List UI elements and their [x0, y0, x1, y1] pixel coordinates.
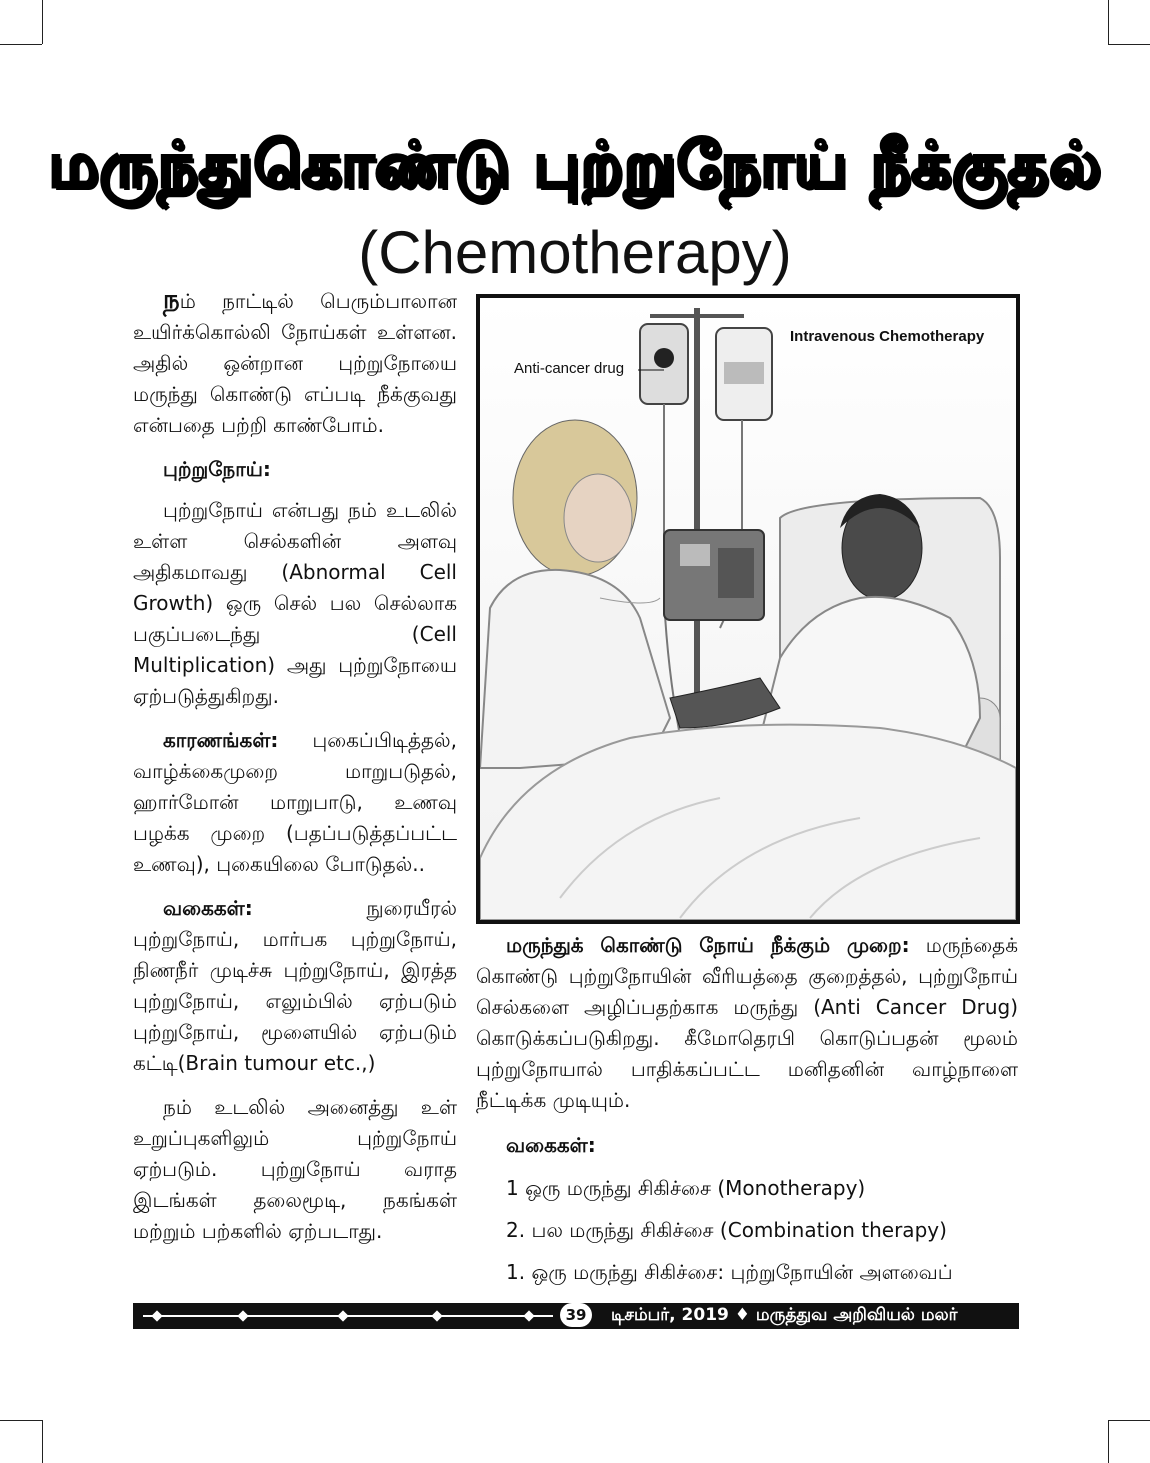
drug-label: Anti-cancer drug [514, 360, 625, 377]
crop-mark [1108, 44, 1150, 45]
body-paragraph: நம் உடலில் அனைத்து உள் உறுப்புகளிலும் புற்றுநோய் ஏற்படும். புற்றுநோய் வராத இடங்கள் தலைமூடி, நகங்கள் மற்றும் பற்களில் ஏற்படாது. [133, 1095, 457, 1243]
page-title-tamil: மருந்துகொண்டு புற்றுநோய் நீக்குதல் [48, 128, 1102, 201]
crop-mark [1108, 0, 1109, 44]
method-paragraph: மருந்துக் கொண்டு நோய் நீக்கும் முறை: மருந்தைக் கொண்டு புற்றுநோயின் வீரியத்தை குறைத்தல், புற்றுநோய் செல்களை அழிப்பதற்காக மருந்து (Anti Cancer Drug) கொடுக்கப்படுகிறது. கீமோதெரபி கொடுப்பதன் மூலம் புற்றுநோயால் பாதிக்கப்பட்ட மனிதனின் வாழ்நாளை நீட்டிக்க முடியும். [476, 933, 1018, 1112]
page-footer [133, 1303, 1019, 1329]
page-title-english: (Chemotherapy) [358, 219, 792, 286]
crop-mark [1108, 1420, 1150, 1421]
crop-mark [0, 1420, 42, 1421]
footer-diamond [337, 1310, 348, 1321]
crop-mark [1108, 1420, 1109, 1463]
list-item: 2. பல மருந்து சிகிச்சை (Combination therapy) [506, 1218, 947, 1242]
footer-diamond [523, 1310, 534, 1321]
footer-meta: டிசம்பர், 2019 ♦ மருத்துவ அறிவியல் மலர் [611, 1305, 958, 1325]
intro-paragraph: நம் நாட்டில் பெரும்பாலான உயிர்க்கொல்லி நோய்கள் உள்ளன. அதில் ஒன்றான புற்றுநோயை மருந்து கொண்டு எப்படி நீக்குவது என்பதை பற்றி காண்போம். [133, 285, 457, 437]
illustration-drawing [480, 298, 1016, 920]
chemotherapy-illustration [476, 294, 1020, 924]
types-paragraph: வகைகள்: நுரையீரல் புற்றுநோய், மார்பக புற்றுநோய், நிணநீர் முடிச்சு புற்றுநோய், இரத்த புற்றுநோய், எலும்பில் ஏற்படும் புற்றுநோய், மூளையில் ஏற்படும் கட்டி(Brain tumour etc.,) [133, 896, 457, 1075]
list-item: 1. ஒரு மருந்து சிகிச்சை: புற்றுநோயின் அளவைப் [506, 1260, 953, 1284]
causes-label: காரணங்கள்: [163, 728, 279, 752]
footer-diamond [431, 1310, 442, 1321]
page-number: 39 [560, 1303, 592, 1327]
crop-mark [42, 0, 43, 44]
types-heading: வகைகள்: [506, 1133, 596, 1157]
right-column [476, 930, 1018, 1299]
method-label: மருந்துக் கொண்டு நோய் நீக்கும் முறை: [506, 933, 910, 957]
cancer-paragraph: புற்றுநோய் என்பது நம் உடலில் உள்ள செல்களின் அளவு அதிகமாவது (Abnormal Cell Growth) ஒரு செல் பல செல்லாக பகுப்படைந்து (Cell Multiplication) அது புற்றுநோயை ஏற்படுத்துகிறது. [133, 498, 457, 708]
figure-title: Intravenous Chemotherapy [790, 328, 985, 345]
footer-diamond [151, 1310, 162, 1321]
types-label: வகைகள்: [163, 896, 253, 920]
crop-mark [42, 1420, 43, 1463]
list-item: 1 ஒரு மருந்து சிகிச்சை (Monotherapy) [506, 1176, 866, 1200]
crop-mark [0, 44, 42, 45]
dropcap: ந [163, 285, 180, 315]
cancer-heading: புற்றுநோய்: [163, 457, 271, 481]
footer-diamond [237, 1310, 248, 1321]
left-column [133, 285, 457, 1260]
causes-paragraph: காரணங்கள்: புகைப்பிடித்தல், வாழ்க்கைமுறை மாறுபடுதல், ஹார்மோன் மாறுபாடு, உணவு பழக்க முறை (பதப்படுத்தப்பட்ட உணவு), புகையிலை போடுதல்.. [133, 728, 457, 876]
